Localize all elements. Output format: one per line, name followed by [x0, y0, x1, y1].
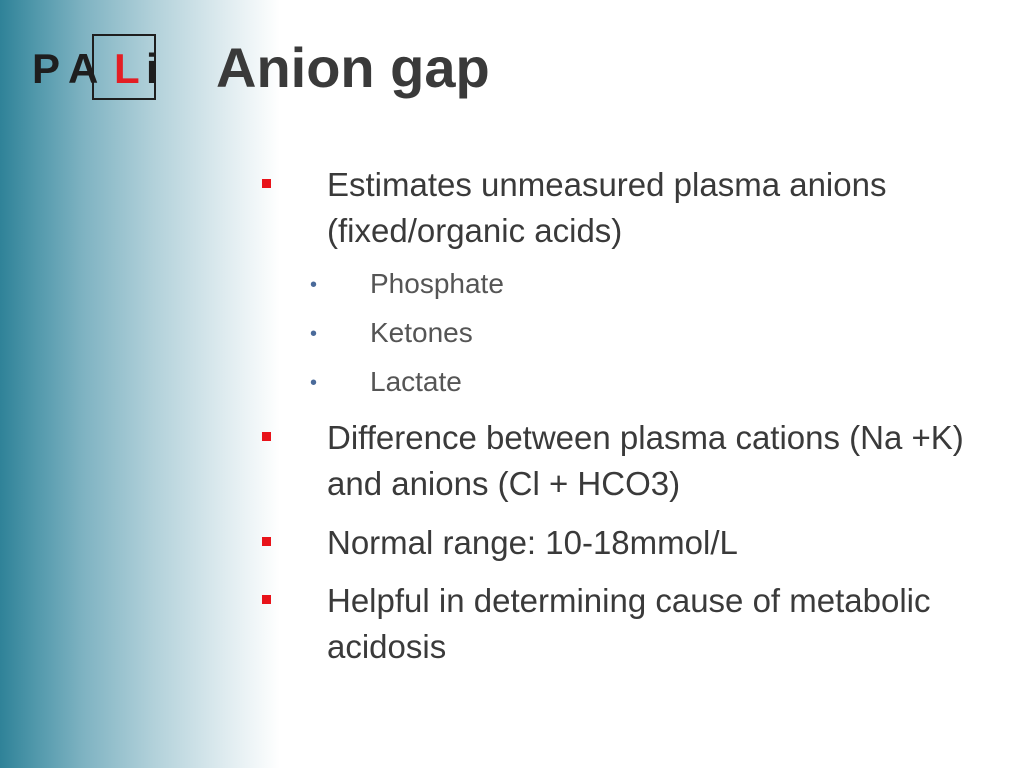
logo-letter-l: L	[114, 45, 140, 92]
sub-bullet-marker: •	[310, 323, 318, 345]
sub-bullet-item: Lactate	[370, 366, 462, 397]
logo-letter-a: A	[68, 45, 99, 92]
slide-title: Anion gap	[216, 36, 490, 99]
sub-bullet-item: Ketones	[370, 317, 473, 348]
bullet-item: Estimates unmeasured plasma anions (fixed/organic acids)	[327, 166, 887, 249]
logo-letter-i: i	[146, 45, 158, 92]
bullet-item: Difference between plasma cations (Na +K) and anions (Cl + HCO3)	[327, 419, 964, 502]
side-gradient-panel	[0, 0, 280, 768]
bullet-item: Helpful in determining cause of metabolic acidosis	[327, 582, 931, 665]
sub-bullet-item: Phosphate	[370, 268, 504, 299]
sub-bullet-marker: •	[310, 372, 318, 394]
logo-letter-p: P	[32, 45, 61, 92]
pali-logo	[32, 34, 167, 104]
sub-bullet-marker: •	[310, 274, 318, 296]
bullet-item: Normal range: 10-18mmol/L	[327, 524, 738, 561]
